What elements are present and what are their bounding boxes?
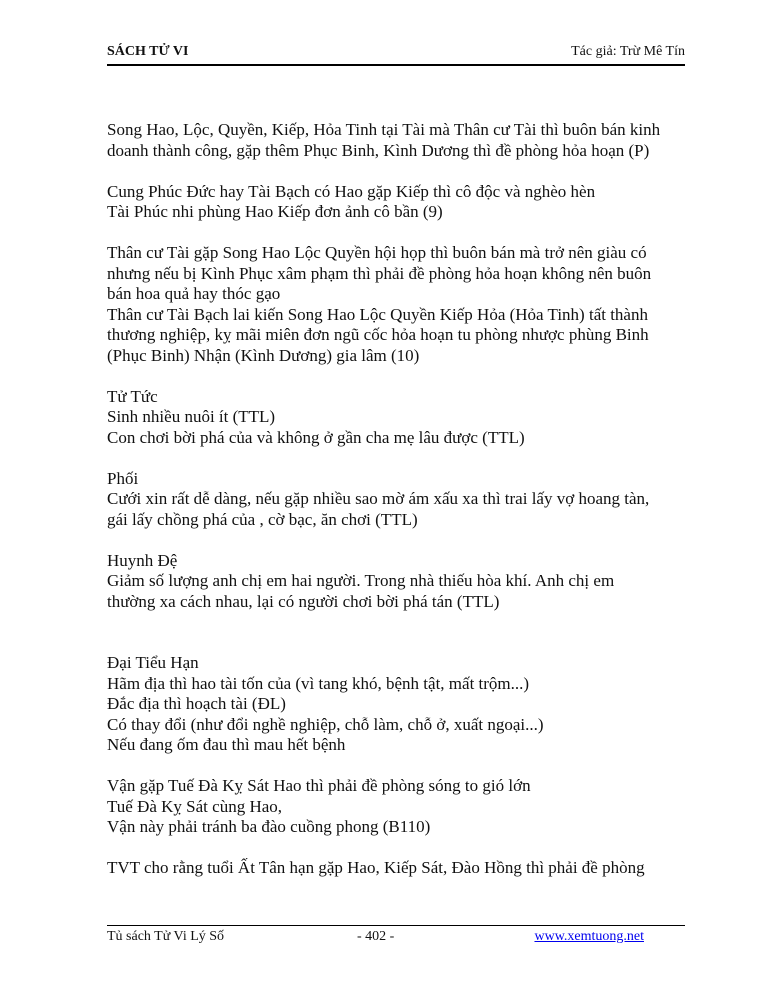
header-divider — [107, 64, 685, 66]
text-line: Vận này phải tránh ba đào cuồng phong (B110) — [107, 817, 431, 836]
paragraph — [107, 120, 687, 161]
text-line: (Phục Binh) Nhận (Kình Dương) gia lâm (10) — [107, 345, 420, 365]
paragraph — [107, 776, 687, 838]
paragraph — [107, 182, 687, 223]
paragraph — [107, 469, 687, 531]
author-label: Tác giả: Trừ Mê Tín — [571, 44, 685, 59]
text-line: nhưng nếu bị Kình Phục xâm phạm thì phải đề phòng hỏa hoạn không nên buôn — [107, 263, 652, 283]
text-line: doanh thành công, gặp thêm Phục Binh, Kình Dương thì đề phòng hỏa hoạn (P) — [107, 140, 650, 160]
text-line: Cung Phúc Đức hay Tài Bạch có Hao gặp Kiếp thì cô độc và nghèo hèn — [107, 181, 596, 201]
paragraph — [107, 858, 687, 879]
page-number: - 402 - — [357, 929, 395, 944]
text-line: Hãm địa thì hao tài tốn của (vì tang khó, bệnh tật, mất trộm...) — [107, 673, 530, 693]
text-line: Nếu đang ốm đau thì mau hết bệnh — [107, 735, 346, 754]
text-line: TVT cho rằng tuổi Ất Tân hạn gặp Hao, Kiếp Sát, Đào Hồng thì phải đề phòng — [107, 858, 645, 877]
text-line: Song Hao, Lộc, Quyền, Kiếp, Hỏa Tinh tại Tài mà Thân cư Tài thì buôn bán kinh — [107, 120, 661, 139]
text-line: Con chơi bời phá của và không ở gần cha mẹ lâu được (TTL) — [107, 427, 525, 447]
footer-divider — [107, 925, 685, 926]
paragraph — [107, 243, 687, 366]
text-line: Thân cư Tài gặp Song Hao Lộc Quyền hội họp thì buôn bán mà trở nên giàu có — [107, 243, 647, 262]
text-line: Tuế Đà Kỵ Sát cùng Hao, — [107, 796, 283, 816]
text-line: gái lấy chồng phá của , cờ bạc, ăn chơi (TTL) — [107, 509, 418, 529]
page-footer — [107, 929, 685, 947]
text-line: Giảm số lượng anh chị em hai người. Trong nhà thiếu hòa khí. Anh chị em — [107, 571, 615, 590]
page-header — [107, 44, 685, 64]
website-link[interactable]: www.xemtuong.net — [534, 929, 644, 944]
paragraph — [107, 653, 687, 756]
text-line: Thân cư Tài Bạch lai kiến Song Hao Lộc Quyền Kiếp Hỏa (Hỏa Tinh) tất thành — [107, 304, 648, 324]
text-line: Vận gặp Tuế Đà Kỵ Sát Hao thì phải đề phòng sóng to gió lớn — [107, 776, 531, 795]
text-line: thương nghiệp, kỵ mãi miên đơn ngũ cốc hỏa hoạn tu phòng nhược phùng Binh — [107, 325, 649, 344]
text-line: Tử Tức — [107, 386, 158, 406]
text-line: Đại Tiểu Hạn — [107, 653, 199, 672]
text-line: Sinh nhiều nuôi ít (TTL) — [107, 407, 276, 426]
text-line: Tài Phúc nhi phùng Hao Kiếp đơn ảnh cô bần (9) — [107, 202, 443, 221]
text-line: Phối — [107, 468, 139, 488]
footer-series-title: Tủ sách Tử Vi Lý Số — [107, 929, 225, 944]
text-line: thường xa cách nhau, lại có người chơi bời phá tán (TTL) — [107, 591, 500, 611]
page-body — [107, 120, 687, 899]
paragraph — [107, 551, 687, 613]
text-line: Có thay đổi (như đổi nghề nghiệp, chỗ làm, chỗ ở, xuất ngoại...) — [107, 714, 544, 734]
text-line: Cưới xin rất dễ dàng, nếu gặp nhiều sao mờ ám xấu xa thì trai lấy vợ hoang tàn, — [107, 489, 650, 508]
text-line: Huynh Đệ — [107, 550, 178, 570]
book-title: SÁCH TỬ VI — [107, 44, 189, 59]
text-line: bán hoa quả hay thóc gạo — [107, 284, 281, 303]
text-line: Đắc địa thì hoạch tài (ĐL) — [107, 694, 286, 713]
paragraph — [107, 387, 687, 449]
